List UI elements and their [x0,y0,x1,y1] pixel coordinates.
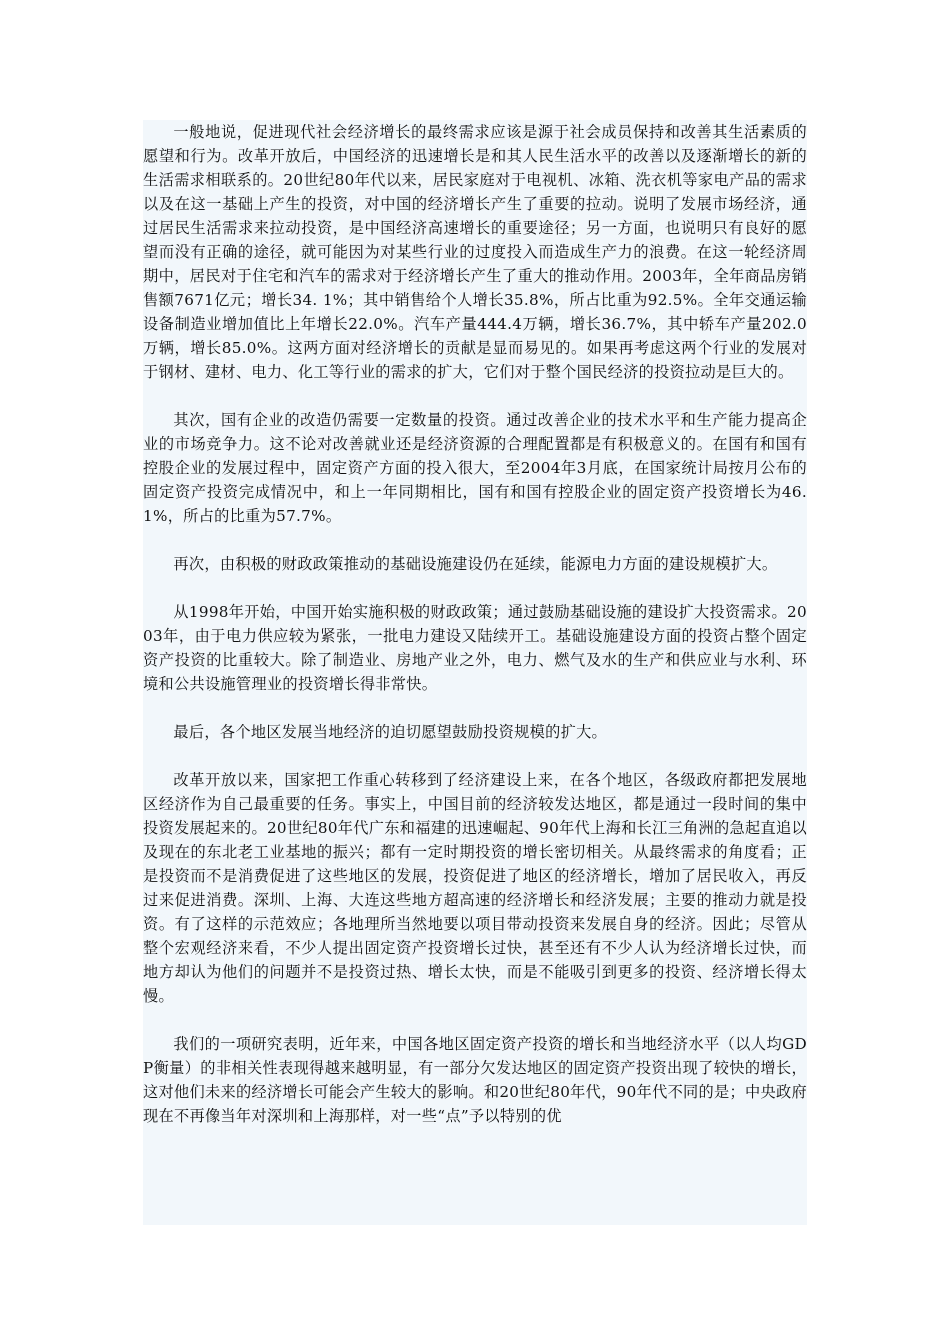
article-body [143,120,807,1225]
paragraph-gap [143,576,807,600]
paragraph-reform-regions: 改革开放以来，国家把工作重心转移到了经济建设上来，在各个地区，各级政府都把发展地区经济作为自己最重要的任务。事实上，中国目前的经济较发达地区，都是通过一段时间的集中投资发展起来的。20世纪80年代广东和福建的迅速崛起、90年代上海和长江三角洲的急起直追以及现在的东北老工业基地的振兴；都有一定时期投资的增长密切相关。从最终需求的角度看；正是投资而不是消费促进了这些地区的发展，投资促进了地区的经济增长，增加了居民收入，再反过来促进消费。深圳、上海、大连这些地方超高速的经济增长和经济发展；主要的推动力就是投资。有了这样的示范效应；各地理所当然地要以项目带动投资来发展自身的经济。因此；尽管从整个宏观经济来看，不少人提出固定资产投资增长过快，甚至还有不少人认为经济增长过快，而地方却认为他们的问题并不是投资过热、增长太快，而是不能吸引到更多的投资、经济增长得太慢。 [143,771,807,1005]
paragraph-gap [143,1008,807,1032]
paragraph-soe-reform: 其次，国有企业的改造仍需要一定数量的投资。通过改善企业的技术水平和生产能力提高企业的市场竞争力。这不论对改善就业还是经济资源的合理配置都是有积极意义的。在国有和国有控股企业的发展过程中，固定资产方面的投入很大，至2004年3月底，在国家统计局按月公布的固定资产投资完成情况中，和上一年同期相比，国有和国有控股企业的固定资产投资增长为46.1%，所占的比重为57.7%。 [143,411,807,525]
paragraph-research-finding: 我们的一项研究表明，近年来，中国各地区固定资产投资的增长和当地经济水平（以人均GDP衡量）的非相关性表现得越来越明显，有一部分欠发达地区的固定资产投资出现了较快的增长，这对他们未来的经济增长可能会产生较大的影响。和20世纪80年代，90年代不同的是；中央政府现在不再像当年对深圳和上海那样，对一些“点”予以特别的优 [143,1035,807,1125]
paragraph-fiscal-policy: 从1998年开始，中国开始实施积极的财政政策；通过鼓励基础设施的建设扩大投资需求。2003年，由于电力供应较为紧张，一批电力建设又陆续开工。基础设施建设方面的投资占整个固定资产投资的比重较大。除了制造业、房地产业之外，电力、燃气及水的生产和供应业与水利、环境和公共设施管理业的投资增长得非常快。 [143,603,807,693]
paragraph-infrastructure: 再次，由积极的财政政策推动的基础设施建设仍在延续，能源电力方面的建设规模扩大。 [173,555,778,573]
paragraph-gap [143,744,807,768]
paragraph-final-demand: 一般地说，促进现代社会经济增长的最终需求应该是源于社会成员保持和改善其生活素质的愿望和行为。改革开放后，中国经济的迅速增长是和其人民生活水平的改善以及逐渐增长的新的生活需求相联系的。20世纪80年代以来，居民家庭对于电视机、冰箱、洗衣机等家电产品的需求以及在这一基础上产生的投资，对中国的经济增长产生了重要的拉动。说明了发展市场经济，通过居民生活需求来拉动投资，是中国经济高速增长的重要途径；另一方面，也说明只有良好的愿望而没有正确的途径，就可能因为对某些行业的过度投入而造成生产力的浪费。在这一轮经济周期中，居民对于住宅和汽车的需求对于经济增长产生了重大的推动作用。2003年，全年商品房销售额7671亿元；增长34. 1%；其中销售给个人增长35.8%，所占比重为92.5%。全年交通运输设备制造业增加值比上年增长22.0%。汽车产量444.4万辆，增长36.7%，其中轿车产量202.0万辆，增长85.0%。这两方面对经济增长的贡献是显而易见的。如果再考虑这两个行业的发展对于钢材、建材、电力、化工等行业的需求的扩大，它们对于整个国民经济的投资拉动是巨大的。 [143,123,807,381]
paragraph-regional-desire: 最后，各个地区发展当地经济的迫切愿望鼓励投资规模的扩大。 [173,723,608,741]
paragraph-gap [143,696,807,720]
paragraph-gap [143,528,807,552]
paragraph-gap [143,384,807,408]
